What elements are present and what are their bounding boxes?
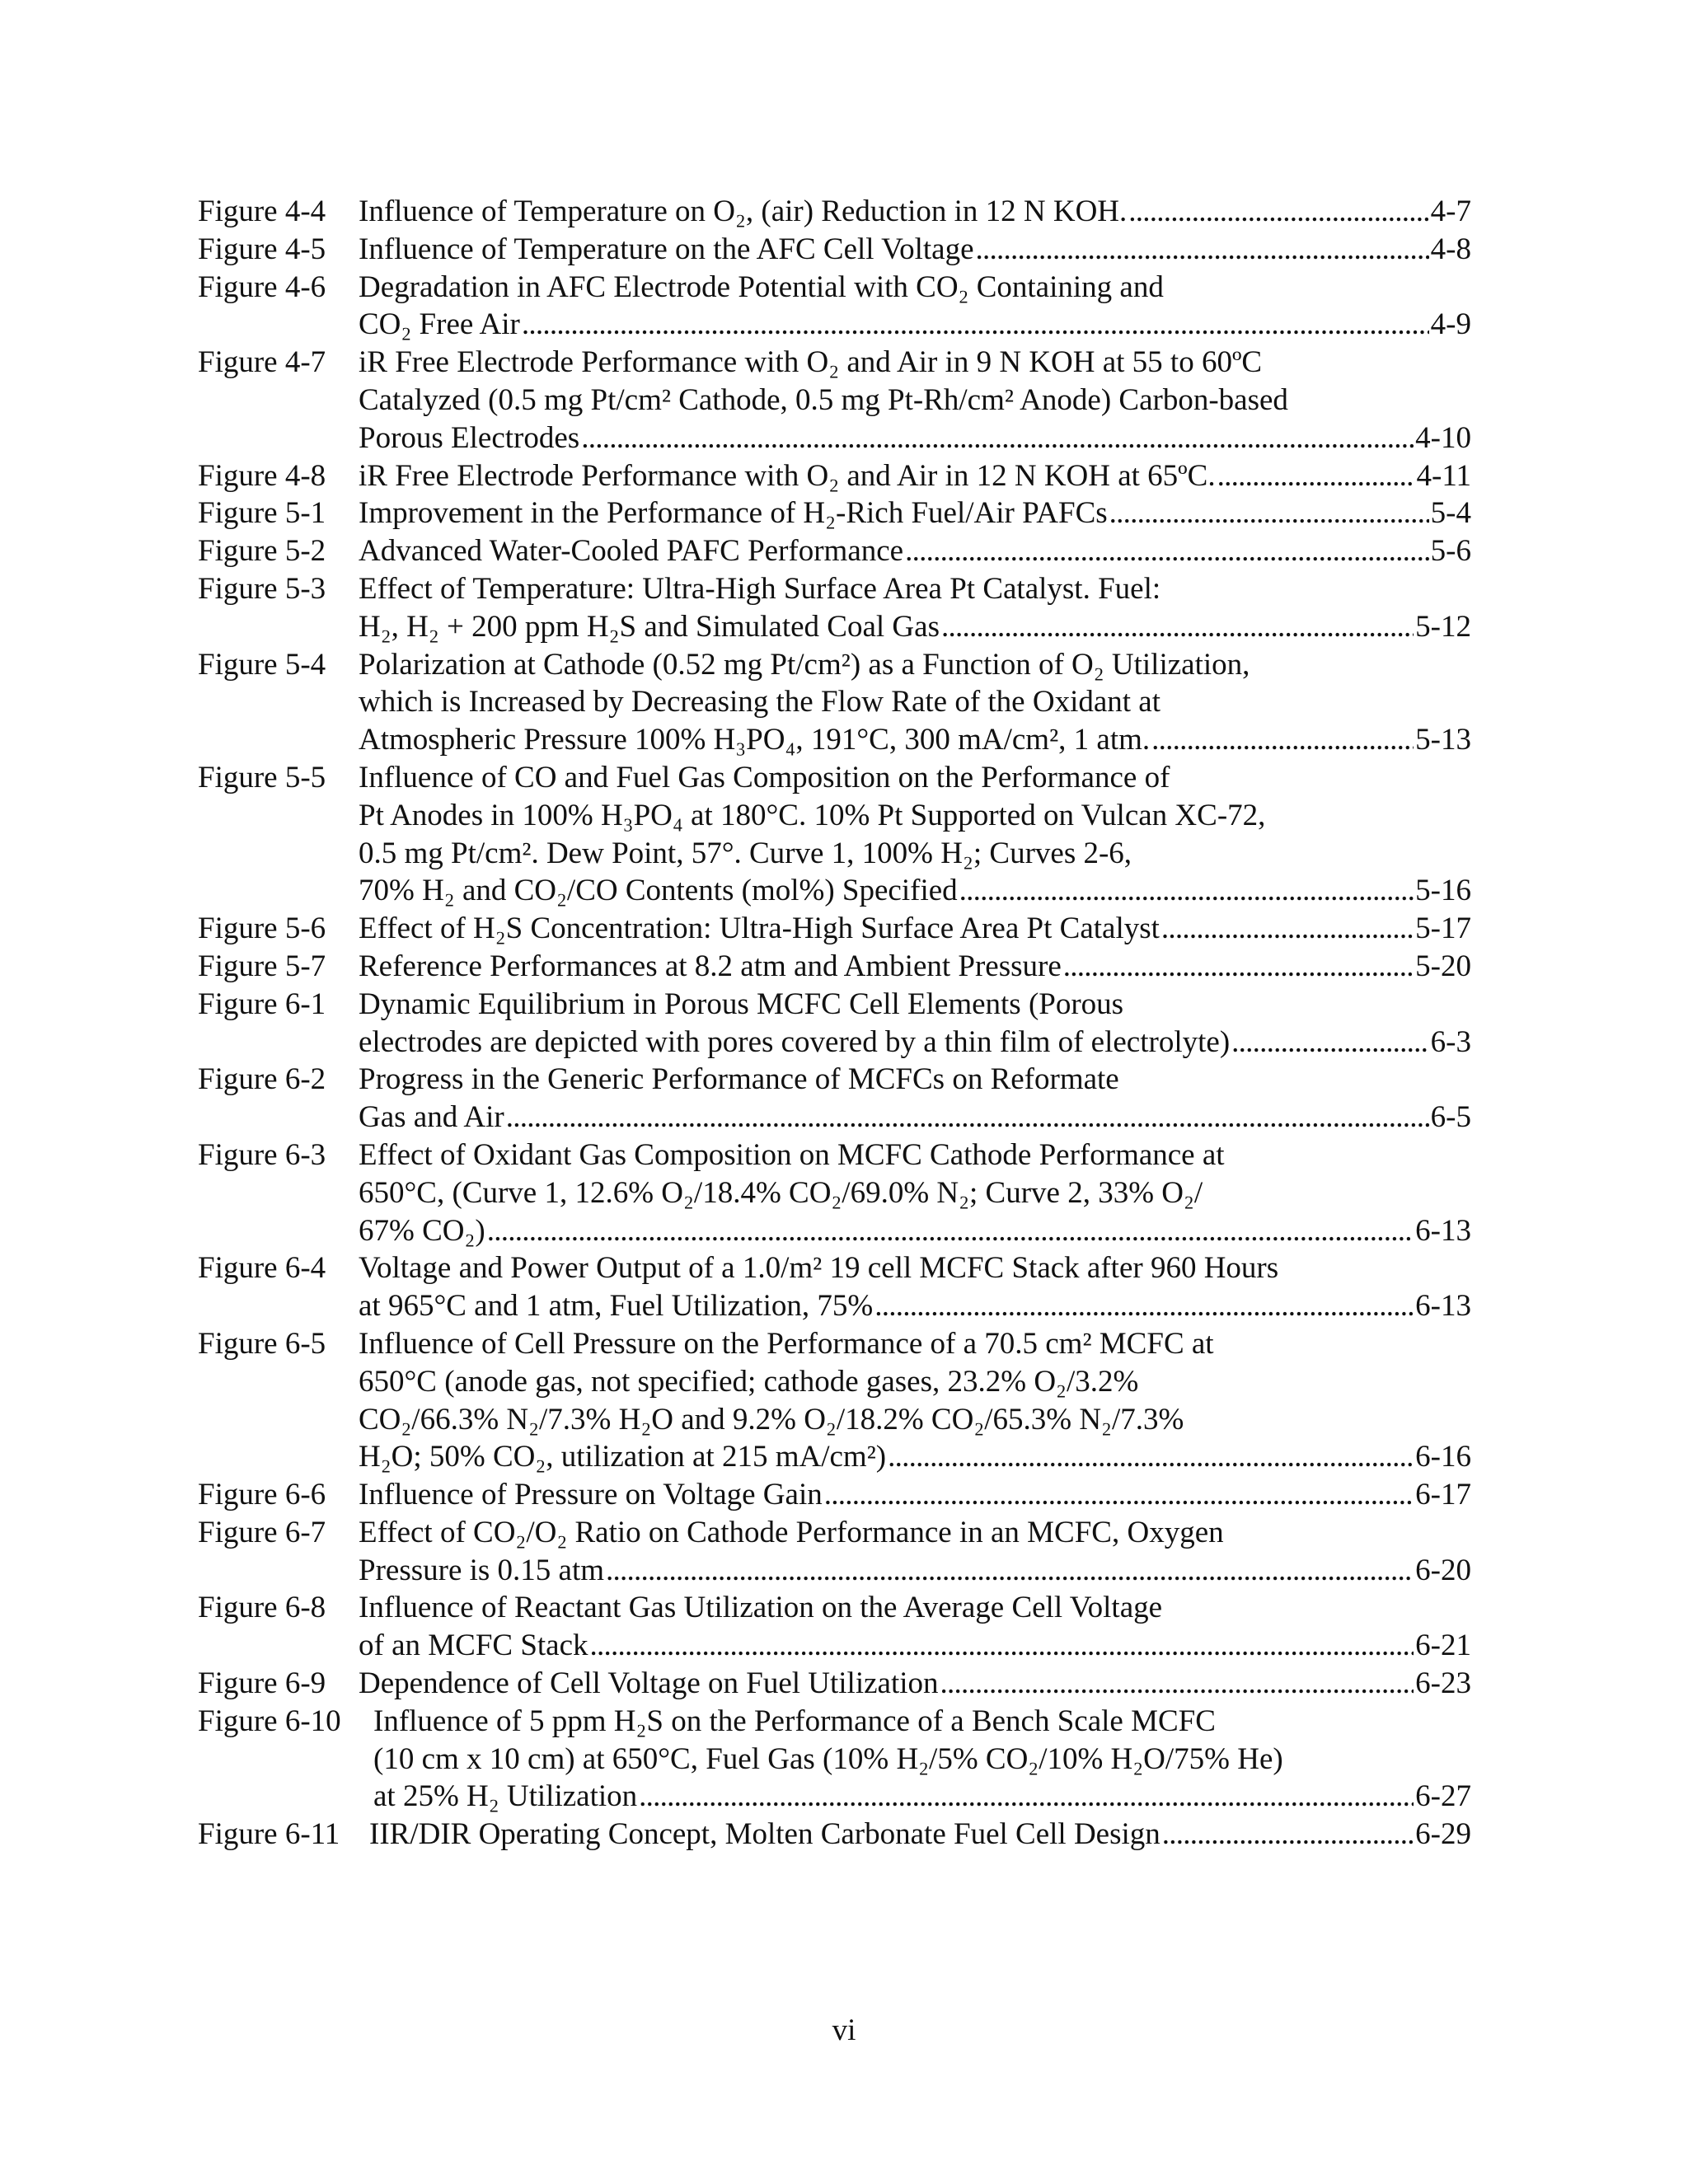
caption-line: Influence of Pressure on Voltage Gain	[359, 1478, 823, 1512]
caption-line: of an MCFC Stack	[359, 1629, 588, 1663]
dot-leader	[1217, 457, 1415, 495]
caption-final-line	[359, 1212, 1471, 1250]
page-reference[interactable]: 5-13	[1415, 723, 1471, 757]
caption-line: electrodes are depicted with pores covered by a thin film of electrolyte)	[359, 1024, 1231, 1059]
toc-entry[interactable]	[198, 1514, 1471, 1590]
figure-label: Figure 4-5	[198, 232, 326, 266]
caption-final-line	[359, 231, 1471, 269]
caption-final-line	[359, 419, 1471, 457]
dot-leader	[824, 1476, 1414, 1514]
figure-label: Figure 4-7	[198, 345, 326, 380]
dot-leader	[487, 1212, 1414, 1250]
page-reference[interactable]: 4-9	[1430, 307, 1471, 342]
dot-leader	[1109, 494, 1429, 532]
figure-label: Figure 6-2	[198, 1062, 326, 1097]
figure-caption	[359, 269, 1471, 344]
caption-line: Effect of Temperature: Ultra-High Surface Area Pt Catalyst. Fuel:	[359, 571, 1161, 606]
dot-leader	[1162, 1816, 1414, 1854]
figure-caption	[359, 193, 1471, 231]
caption-line: CO₂/66.3% N₂/7.3% H₂O and 9.2% O₂/18.2% CO₂/65.3% N₂/7.3%	[359, 1402, 1184, 1436]
caption-final-line	[373, 1778, 1471, 1816]
figure-label: Figure 6-10	[198, 1704, 341, 1738]
figure-caption	[359, 1476, 1471, 1514]
caption-final-line	[359, 1665, 1471, 1703]
figure-label: Figure 6-9	[198, 1666, 326, 1701]
figure-caption	[359, 1249, 1471, 1325]
figure-label: Figure 6-4	[198, 1251, 326, 1286]
caption-final-line	[359, 910, 1471, 948]
toc-entry[interactable]	[198, 948, 1471, 986]
dot-leader	[1231, 1024, 1429, 1062]
dot-leader	[590, 1627, 1414, 1665]
page-number: vi	[832, 2013, 856, 2047]
caption-line: Pt Anodes in 100% H₃PO₄ at 180°C. 10% Pt Supported on Vulcan XC-72,	[359, 798, 1266, 832]
caption-line: which is Increased by Decreasing the Flow Rate of the Oxidant at	[359, 685, 1161, 719]
dot-leader	[1063, 948, 1414, 986]
caption-final-line	[359, 1552, 1471, 1590]
figure-label: Figure 6-11	[198, 1817, 340, 1852]
toc-entry[interactable]	[198, 1816, 1471, 1854]
caption-final-line	[369, 1816, 1471, 1854]
toc-entry[interactable]	[198, 1589, 1471, 1665]
figure-label: Figure 5-5	[198, 760, 326, 794]
figure-label: Figure 5-1	[198, 496, 326, 531]
caption-line: Effect of Oxidant Gas Composition on MCFC Cathode Performance at	[359, 1137, 1225, 1172]
dot-leader	[606, 1552, 1414, 1590]
dot-leader	[976, 231, 1429, 269]
page-reference[interactable]: 6-20	[1415, 1553, 1471, 1587]
dot-leader	[1151, 721, 1414, 759]
figure-caption	[359, 1137, 1471, 1249]
toc-entry[interactable]	[198, 457, 1471, 495]
caption-line: iR Free Electrode Performance with O₂ and Air in 9 N KOH at 55 to 60ºC	[359, 345, 1263, 380]
toc-entry[interactable]	[198, 231, 1471, 269]
caption-final-line	[359, 306, 1471, 344]
dot-leader	[1161, 910, 1414, 948]
page-reference[interactable]: 6-13	[1415, 1289, 1471, 1324]
caption-line: Effect of H₂S Concentration: Ultra-High Surface Area Pt Catalyst	[359, 912, 1160, 946]
figure-caption	[359, 231, 1471, 269]
page-reference[interactable]: 5-17	[1415, 912, 1471, 946]
caption-line: iR Free Electrode Performance with O₂ and Air in 12 N KOH at 65ºC.	[359, 458, 1216, 493]
page-reference[interactable]: 6-3	[1430, 1024, 1471, 1059]
caption-line: Influence of Temperature on the AFC Cell Voltage	[359, 232, 974, 266]
page-reference[interactable]: 6-13	[1415, 1213, 1471, 1248]
toc-entry[interactable]	[198, 532, 1471, 570]
caption-final-line	[359, 1438, 1471, 1476]
toc-entry[interactable]	[198, 910, 1471, 948]
list-of-figures	[198, 193, 1471, 1854]
caption-line: Advanced Water-Cooled PAFC Performance	[359, 534, 904, 569]
caption-line: CO₂ Free Air	[359, 307, 520, 342]
caption-final-line	[359, 1476, 1471, 1514]
figure-caption	[359, 457, 1471, 495]
toc-entry[interactable]	[198, 646, 1471, 759]
figure-caption	[359, 1665, 1471, 1703]
page-reference[interactable]: 5-4	[1430, 496, 1471, 531]
figure-caption	[373, 1703, 1471, 1816]
figure-label: Figure 6-1	[198, 987, 326, 1021]
dot-leader	[506, 1099, 1429, 1137]
toc-entry[interactable]	[198, 269, 1471, 344]
figure-caption	[359, 1061, 1471, 1137]
page-reference[interactable]: 4-7	[1430, 194, 1471, 228]
toc-entry[interactable]	[198, 1061, 1471, 1137]
figure-caption	[359, 986, 1471, 1062]
caption-line: 0.5 mg Pt/cm². Dew Point, 57°. Curve 1, 100% H₂; Curves 2-6,	[359, 836, 1132, 870]
page-reference[interactable]: 4-11	[1416, 458, 1471, 493]
page-reference[interactable]: 4-10	[1415, 420, 1471, 455]
caption-final-line	[359, 532, 1471, 570]
caption-line: Influence of CO and Fuel Gas Composition on the Performance of	[359, 760, 1170, 794]
caption-line: Porous Electrodes	[359, 420, 580, 455]
figure-label: Figure 5-7	[198, 949, 326, 983]
caption-line: Gas and Air	[359, 1100, 504, 1135]
caption-final-line	[359, 193, 1471, 231]
caption-line: Effect of CO₂/O₂ Ratio on Cathode Performance in an MCFC, Oxygen	[359, 1515, 1224, 1549]
caption-line: H₂, H₂ + 200 ppm H₂S and Simulated Coal Gas	[359, 609, 940, 644]
caption-final-line	[359, 457, 1471, 495]
figure-label: Figure 5-6	[198, 912, 326, 946]
page-reference[interactable]: 6-29	[1415, 1817, 1471, 1852]
figure-label: Figure 5-4	[198, 647, 326, 682]
figure-label: Figure 5-2	[198, 534, 326, 569]
figure-label: Figure 5-3	[198, 571, 326, 606]
caption-line: Influence of Cell Pressure on the Performance of a 70.5 cm² MCFC at	[359, 1326, 1214, 1361]
figure-caption	[359, 1589, 1471, 1665]
caption-final-line	[359, 1099, 1471, 1137]
dot-leader	[522, 306, 1429, 344]
figure-caption	[359, 948, 1471, 986]
figure-label: Figure 6-8	[198, 1591, 326, 1625]
caption-line: Progress in the Generic Performance of MCFCs on Reformate	[359, 1062, 1119, 1097]
page-reference[interactable]: 6-17	[1415, 1478, 1471, 1512]
caption-final-line	[359, 1024, 1471, 1062]
dot-leader	[874, 1287, 1414, 1325]
caption-line: Catalyzed (0.5 mg Pt/cm² Cathode, 0.5 mg Pt-Rh/cm² Anode) Carbon-based	[359, 382, 1288, 417]
dot-leader	[581, 419, 1414, 457]
caption-line: Dependence of Cell Voltage on Fuel Utilization	[359, 1666, 939, 1701]
page-reference[interactable]: 5-16	[1415, 874, 1471, 908]
caption-line: Degradation in AFC Electrode Potential with CO₂ Containing and	[359, 269, 1164, 304]
caption-line: Influence of 5 ppm H₂S on the Performance of a Bench Scale MCFC	[373, 1704, 1216, 1738]
figure-label: Figure 4-6	[198, 269, 326, 304]
figure-caption	[369, 1816, 1471, 1854]
caption-final-line	[359, 721, 1471, 759]
toc-entry[interactable]	[198, 759, 1471, 910]
figure-caption	[359, 1514, 1471, 1590]
caption-line: Dynamic Equilibrium in Porous MCFC Cell Elements (Porous	[359, 987, 1124, 1021]
caption-final-line	[359, 948, 1471, 986]
figure-caption	[359, 532, 1471, 570]
figure-label: Figure 6-6	[198, 1478, 326, 1512]
toc-entry[interactable]	[198, 1325, 1471, 1476]
caption-line: IIR/DIR Operating Concept, Molten Carbonate Fuel Cell Design	[369, 1817, 1160, 1852]
toc-entry[interactable]	[198, 1665, 1471, 1703]
figure-label: Figure 6-3	[198, 1137, 326, 1172]
dot-leader	[959, 872, 1414, 910]
toc-entry[interactable]	[198, 1476, 1471, 1514]
figure-label: Figure 6-5	[198, 1326, 326, 1361]
dot-leader	[940, 1665, 1414, 1703]
toc-entry[interactable]	[198, 193, 1471, 231]
page-reference[interactable]: 6-21	[1415, 1629, 1471, 1663]
toc-entry[interactable]	[198, 1249, 1471, 1325]
caption-line: Improvement in the Performance of H₂-Rich Fuel/Air PAFCs	[359, 496, 1108, 531]
figure-caption	[359, 570, 1471, 646]
caption-line: 67% CO₂)	[359, 1213, 485, 1248]
dot-leader	[905, 532, 1429, 570]
caption-final-line	[359, 1287, 1471, 1325]
page-reference[interactable]: 5-6	[1430, 534, 1471, 569]
toc-entry[interactable]	[198, 494, 1471, 532]
page-reference[interactable]: 4-8	[1430, 232, 1471, 266]
caption-line: Influence of Reactant Gas Utilization on the Average Cell Voltage	[359, 1591, 1163, 1625]
toc-entry[interactable]	[198, 986, 1471, 1062]
page-reference[interactable]: 5-12	[1415, 609, 1471, 644]
figure-caption	[359, 344, 1471, 457]
figure-caption	[359, 646, 1471, 759]
page-reference[interactable]: 5-20	[1415, 949, 1471, 983]
caption-line: Atmospheric Pressure 100% H₃PO₄, 191°C, 300 mA/cm², 1 atm.	[359, 723, 1151, 757]
caption-final-line	[359, 494, 1471, 532]
caption-line: 70% H₂ and CO₂/CO Contents (mol%) Specified	[359, 874, 958, 908]
dot-leader	[941, 608, 1414, 646]
caption-line: Influence of Temperature on O₂, (air) Reduction in 12 N KOH.	[359, 194, 1128, 228]
toc-entry[interactable]	[198, 570, 1471, 646]
caption-line: Pressure is 0.15 atm	[359, 1553, 605, 1587]
caption-final-line	[359, 872, 1471, 910]
figure-label: Figure 6-7	[198, 1515, 326, 1549]
toc-entry[interactable]	[198, 1703, 1471, 1816]
toc-entry[interactable]	[198, 344, 1471, 457]
dot-leader	[1128, 193, 1428, 231]
figure-label: Figure 4-4	[198, 194, 326, 228]
figure-caption	[359, 1325, 1471, 1476]
figure-label: Figure 4-8	[198, 458, 326, 493]
figure-caption	[359, 494, 1471, 532]
caption-line: at 25% H₂ Utilization	[373, 1779, 638, 1814]
dot-leader	[888, 1438, 1414, 1476]
page-reference[interactable]: 6-5	[1430, 1100, 1471, 1135]
caption-final-line	[359, 1627, 1471, 1665]
caption-final-line	[359, 608, 1471, 646]
page-reference[interactable]: 6-23	[1415, 1666, 1471, 1701]
caption-line: (10 cm x 10 cm) at 650°C, Fuel Gas (10% H₂/5% CO₂/10% H₂O/75% He)	[373, 1741, 1283, 1776]
page-reference[interactable]: 6-16	[1415, 1440, 1471, 1474]
caption-line: Polarization at Cathode (0.52 mg Pt/cm²) as a Function of O₂ Utilization,	[359, 647, 1250, 682]
caption-line: Reference Performances at 8.2 atm and Ambient Pressure	[359, 949, 1062, 983]
dot-leader	[639, 1778, 1414, 1816]
caption-line: 650°C, (Curve 1, 12.6% O₂/18.4% CO₂/69.0% N₂; Curve 2, 33% O₂/	[359, 1175, 1203, 1210]
figure-caption	[359, 759, 1471, 910]
caption-line: at 965°C and 1 atm, Fuel Utilization, 75%	[359, 1289, 874, 1324]
toc-entry[interactable]	[198, 1137, 1471, 1249]
caption-line: Voltage and Power Output of a 1.0/m² 19 cell MCFC Stack after 960 Hours	[359, 1251, 1279, 1286]
figure-caption	[359, 910, 1471, 948]
caption-line: H₂O; 50% CO₂, utilization at 215 mA/cm²)	[359, 1440, 887, 1474]
page-reference[interactable]: 6-27	[1415, 1779, 1471, 1814]
caption-line: 650°C (anode gas, not specified; cathode gases, 23.2% O₂/3.2%	[359, 1364, 1139, 1399]
